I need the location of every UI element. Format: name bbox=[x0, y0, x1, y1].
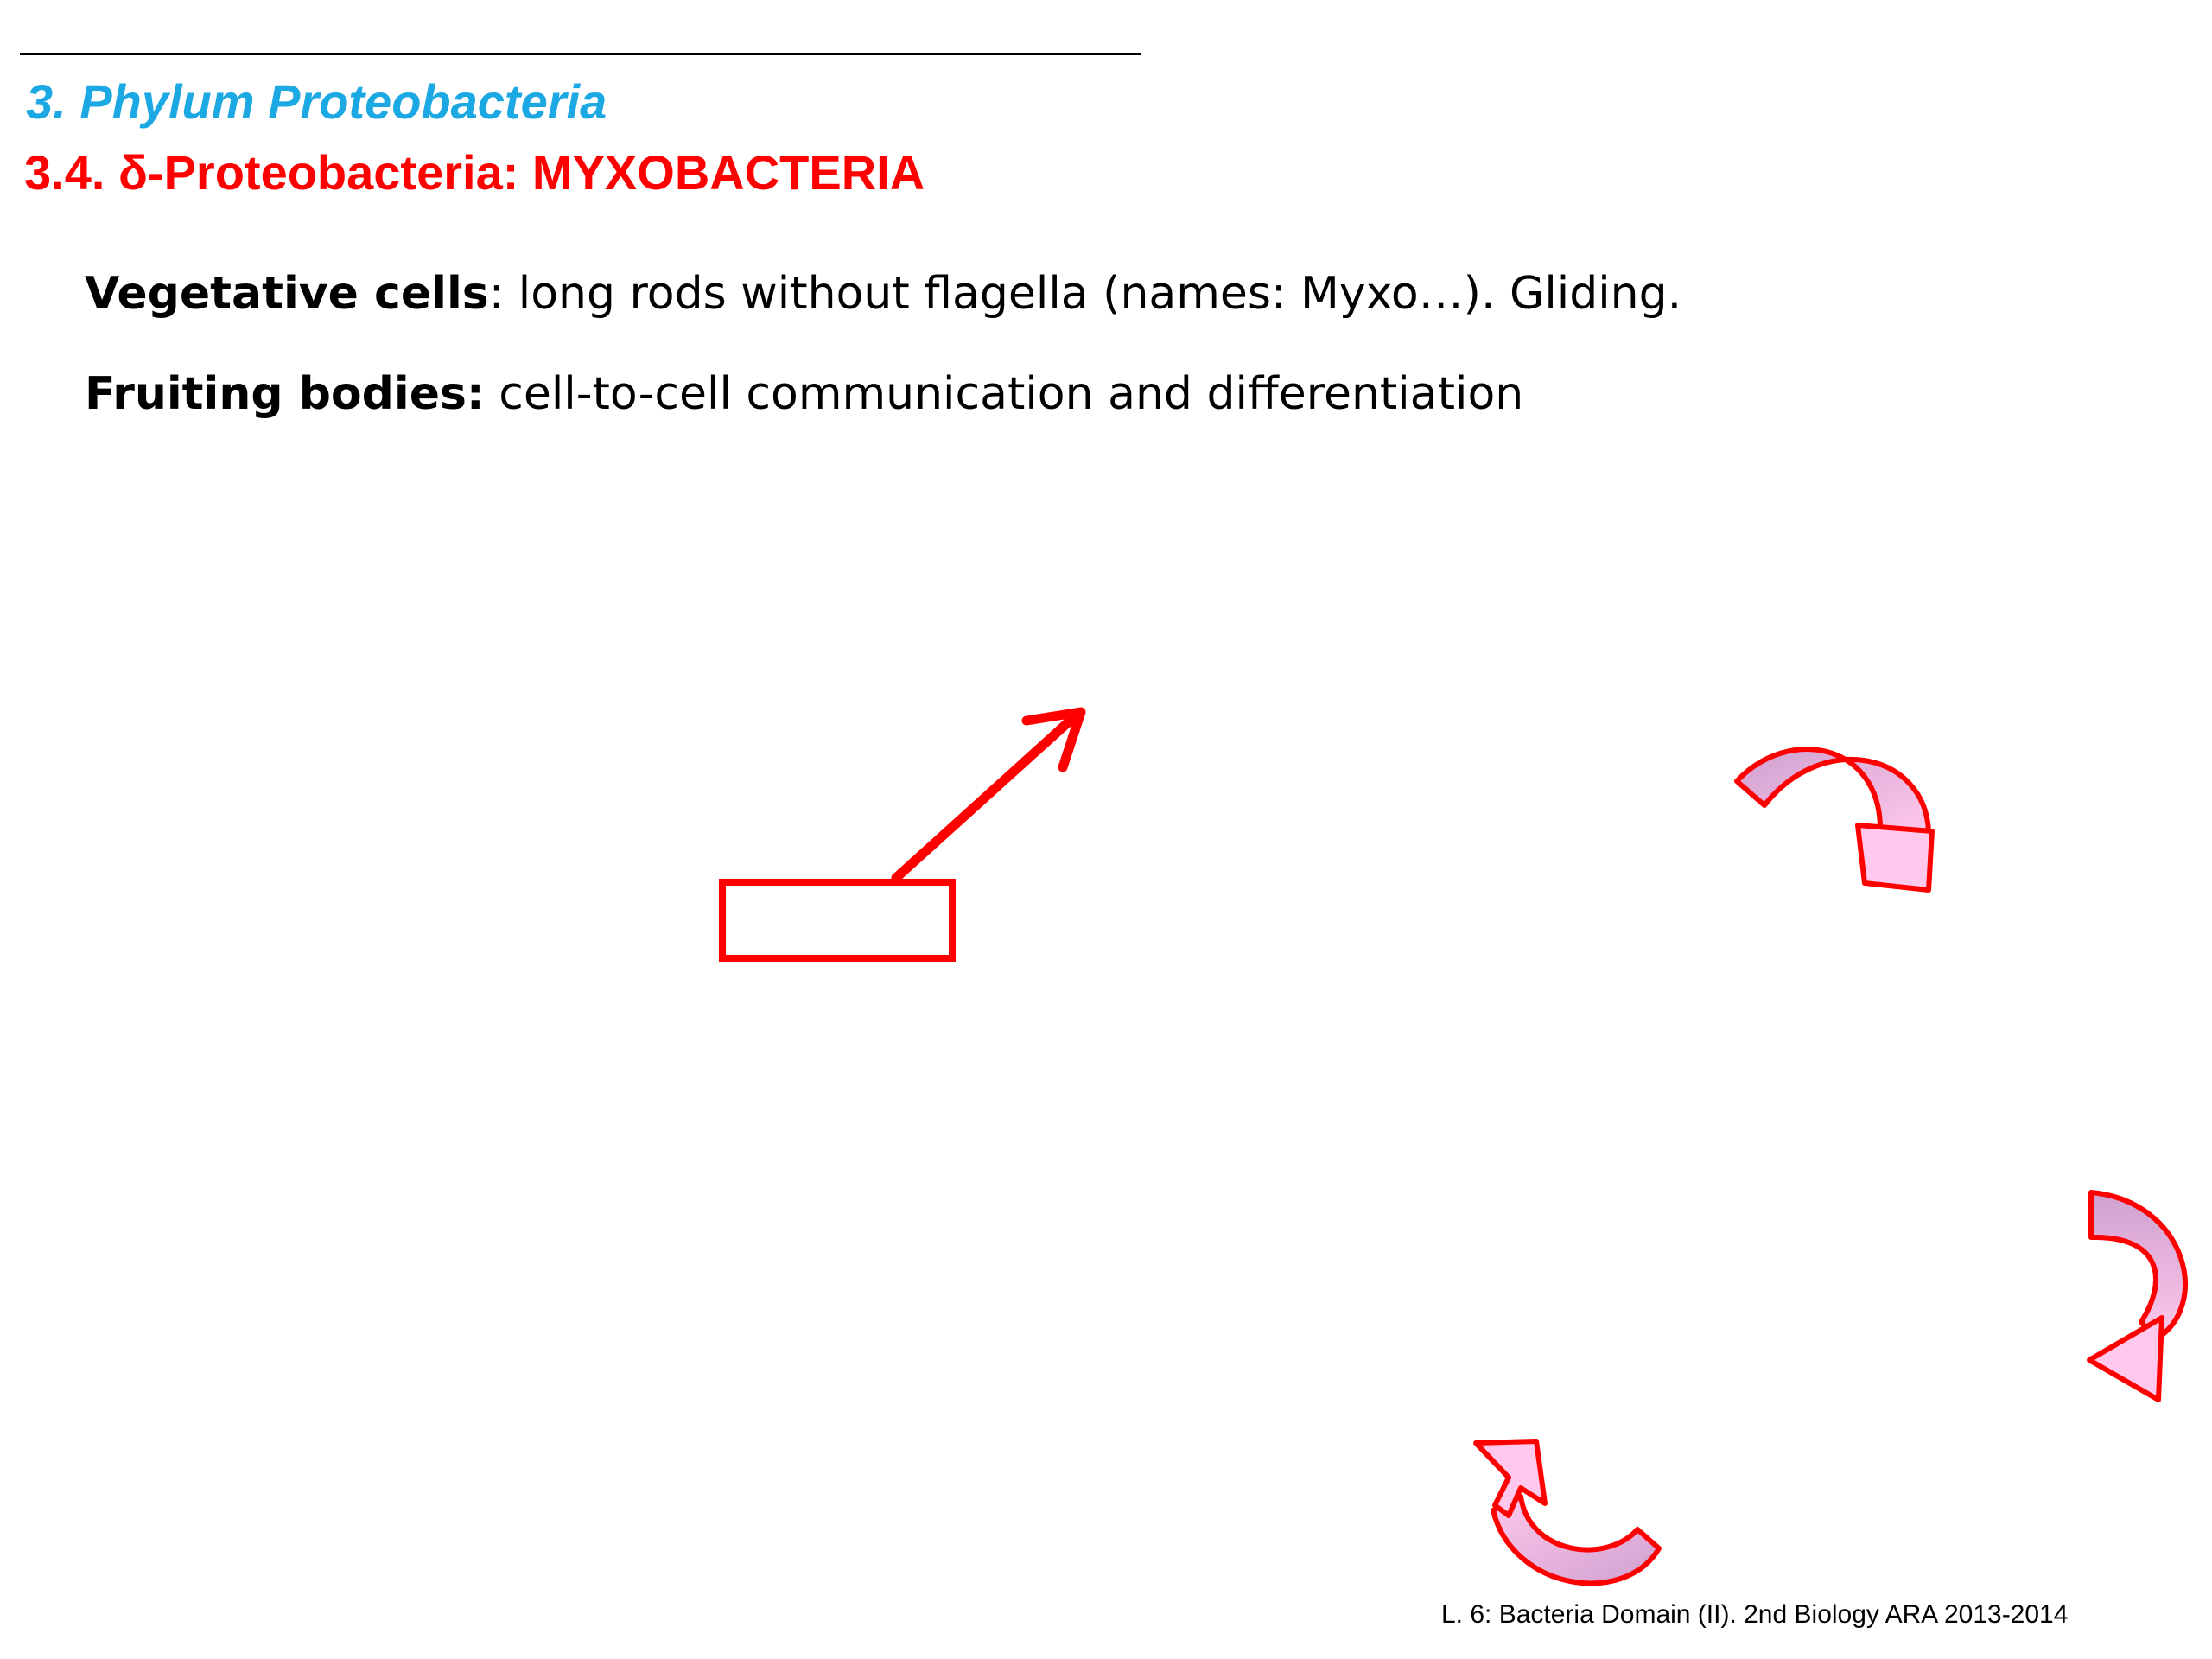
fruiting-bodies-text: cell-to-cell communication and differentiation bbox=[484, 368, 1524, 420]
pointer-arrow-icon bbox=[881, 700, 1097, 890]
vegetative-cells-line bbox=[85, 264, 1681, 323]
label-box bbox=[717, 877, 957, 963]
subsection-title: 3.4. δ-Proteobacteria: MYXOBACTERIA bbox=[24, 145, 925, 200]
fruiting-bodies-term: Fruiting bodies: bbox=[85, 368, 485, 420]
curved-arrow-bottom-icon bbox=[1460, 1434, 1676, 1599]
fruiting-bodies-line bbox=[85, 365, 1523, 423]
section-title: 3. Phylum Proteobacteria bbox=[26, 74, 607, 129]
vegetative-cells-term: Vegetative cells bbox=[85, 268, 489, 320]
header-rule bbox=[20, 53, 1141, 55]
slide-footer: L. 6: Bacteria Domain (II). 2nd Biology ARA 2013-2014 bbox=[1441, 1600, 2069, 1629]
curved-arrow-top-icon bbox=[1728, 734, 1953, 899]
curved-arrow-right-icon bbox=[2074, 1184, 2203, 1408]
vegetative-cells-text: : long rods without flagella (names: Myxo…). Gliding. bbox=[488, 268, 1682, 320]
